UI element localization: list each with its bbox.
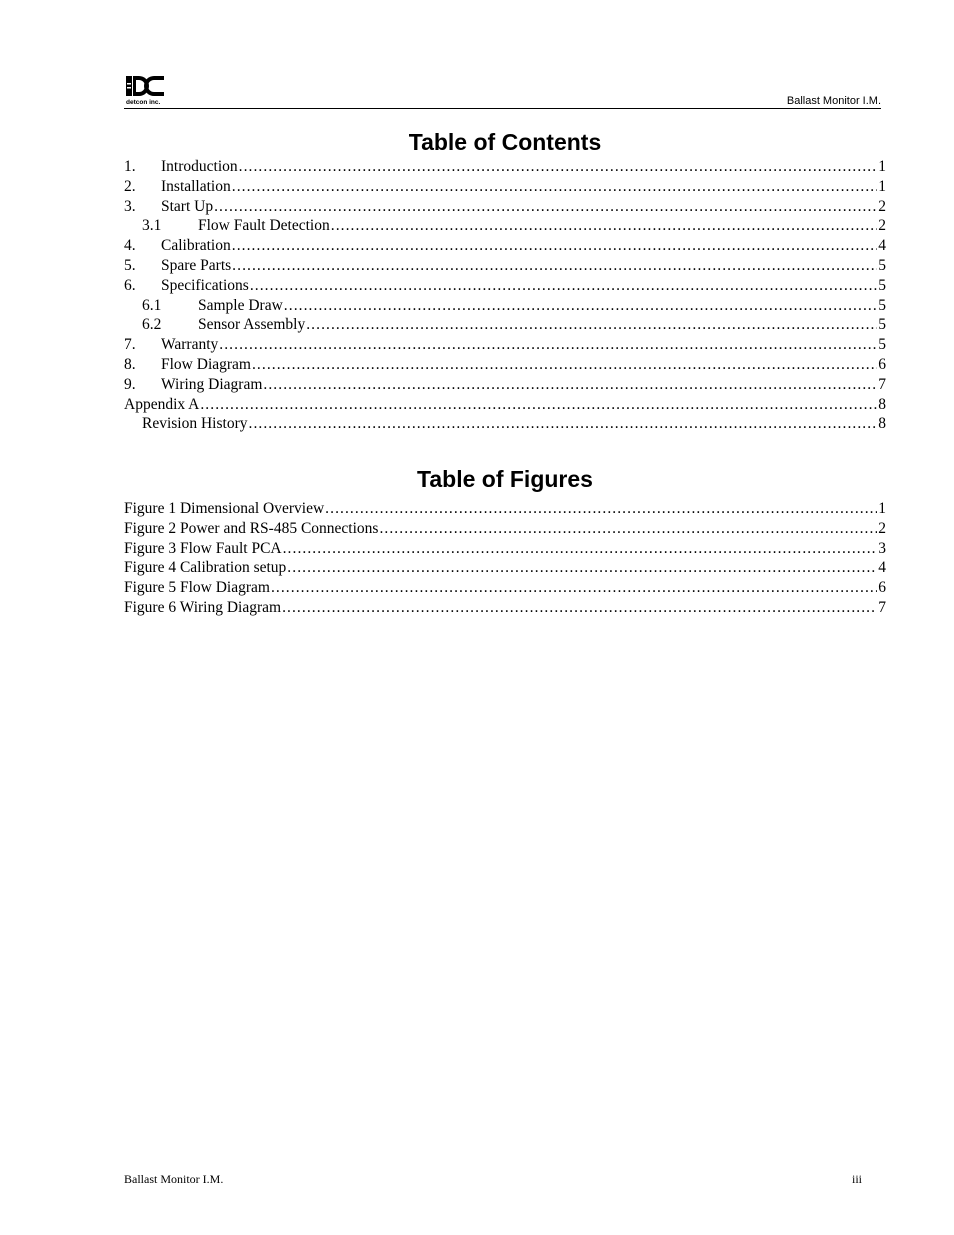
toc-entry-page: 8 xyxy=(878,395,886,413)
dot-leader xyxy=(282,598,877,618)
toc-entry[interactable] xyxy=(124,256,886,276)
toc-entry[interactable] xyxy=(124,157,886,177)
dot-leader xyxy=(250,276,877,296)
tof-title: Table of Figures xyxy=(417,466,593,492)
toc-entry-label: Installation xyxy=(161,177,231,195)
toc-entry-label: Warranty xyxy=(161,336,219,354)
toc-entry-label: Spare Parts xyxy=(161,256,232,274)
dot-leader xyxy=(232,236,878,256)
figure-entry-page: 1 xyxy=(878,500,886,517)
toc-entry-page: 5 xyxy=(878,316,886,334)
dot-leader xyxy=(232,177,878,197)
logo-text: detcon inc. xyxy=(126,99,161,106)
toc-entry-label: Flow Fault Detection xyxy=(198,217,330,235)
toc-entry-label: Flow Diagram xyxy=(161,355,251,373)
figure-entry-label: Figure 3 Flow Fault PCA xyxy=(124,539,282,557)
toc-entry-page: 7 xyxy=(878,375,886,393)
dot-leader xyxy=(263,375,877,395)
toc-entry-number: 6.1 xyxy=(142,296,162,314)
toc-entry-page: 5 xyxy=(878,296,886,314)
toc-entry[interactable] xyxy=(124,375,886,395)
dot-leader xyxy=(200,395,877,415)
toc-entry-page: 5 xyxy=(878,276,886,294)
toc-entry-page: 2 xyxy=(878,197,886,215)
toc-entry-label: Sample Draw xyxy=(198,296,283,314)
toc-entry-number: 5. xyxy=(124,256,136,274)
toc-entry-label: Calibration xyxy=(161,237,231,255)
toc-entry[interactable] xyxy=(124,355,886,375)
toc-entry-number: 4. xyxy=(124,237,136,255)
dot-leader xyxy=(287,558,877,578)
dot-leader xyxy=(331,216,878,236)
figure-entry-label: Figure 6 Wiring Diagram xyxy=(124,598,282,616)
toc-entry[interactable] xyxy=(124,177,886,197)
toc-entry-page: 2 xyxy=(878,217,886,235)
toc-entry[interactable] xyxy=(124,197,886,217)
toc-entry-label: Revision History xyxy=(142,415,248,433)
toc-entry[interactable] xyxy=(124,315,886,335)
toc-entry-page: 8 xyxy=(878,415,886,433)
dot-leader xyxy=(249,414,878,434)
toc-entry-number: 7. xyxy=(124,336,136,354)
figure-entry[interactable] xyxy=(124,598,886,618)
toc-title: Table of Contents xyxy=(408,129,602,155)
toc-entry[interactable] xyxy=(124,276,886,296)
dot-leader xyxy=(325,499,877,519)
toc-entry-number: 1. xyxy=(124,158,136,175)
figure-entry[interactable] xyxy=(124,558,886,578)
page-header xyxy=(124,72,881,109)
dot-leader xyxy=(219,335,877,355)
footer-title: Ballast Monitor I.M. xyxy=(124,1172,224,1186)
figure-entry[interactable] xyxy=(124,539,886,559)
toc-entry[interactable] xyxy=(124,395,886,415)
figure-entry-page: 3 xyxy=(878,539,886,557)
dot-leader xyxy=(232,256,877,276)
toc-entry-label: Introduction xyxy=(161,158,238,175)
toc-entry-label: Wiring Diagram xyxy=(161,375,263,393)
figure-entry-page: 2 xyxy=(878,519,886,537)
footer-page-number: iii xyxy=(852,1172,863,1186)
figure-entry[interactable] xyxy=(124,578,886,598)
header-title: Ballast Monitor I.M. xyxy=(786,95,881,107)
toc-entry[interactable] xyxy=(124,335,886,355)
figure-entry-page: 6 xyxy=(878,579,886,597)
dot-leader xyxy=(271,578,877,598)
figure-entry-label: Figure 1 Dimensional Overview xyxy=(124,500,325,517)
dot-leader xyxy=(239,157,878,177)
toc-entry[interactable] xyxy=(124,414,886,434)
figure-entry-label: Figure 5 Flow Diagram xyxy=(124,579,270,597)
toc-entry-page: 1 xyxy=(878,158,886,175)
detcon-logo-icon xyxy=(124,74,168,106)
toc-entry-label: Sensor Assembly xyxy=(198,316,306,334)
figure-entry[interactable] xyxy=(124,499,886,519)
figure-entry-label: Figure 2 Power and RS-485 Connections xyxy=(124,519,379,537)
figure-entry-label: Figure 4 Calibration setup xyxy=(124,559,287,577)
toc-entry-page: 1 xyxy=(878,177,886,195)
toc-entry-number: 3.1 xyxy=(142,217,162,235)
dot-leader xyxy=(284,296,877,316)
toc-entry-number: 6.2 xyxy=(142,316,162,334)
toc-entry[interactable] xyxy=(124,236,886,256)
dot-leader xyxy=(306,315,877,335)
dot-leader xyxy=(214,197,877,217)
figure-entry-page: 4 xyxy=(878,559,886,577)
toc-list xyxy=(124,157,886,434)
toc-entry-page: 5 xyxy=(878,256,886,274)
toc-entry-page: 6 xyxy=(878,355,886,373)
toc-entry-label: Specifications xyxy=(161,276,249,294)
dot-leader xyxy=(379,519,877,539)
toc-entry-number: 9. xyxy=(124,375,136,393)
toc-entry[interactable] xyxy=(124,296,886,316)
toc-entry-number: 3. xyxy=(124,197,136,215)
toc-entry-page: 5 xyxy=(878,336,886,354)
figure-entry-page: 7 xyxy=(878,598,886,616)
dot-leader xyxy=(252,355,877,375)
figure-entry[interactable] xyxy=(124,519,886,539)
tof-list xyxy=(124,499,886,618)
toc-entry-number: 8. xyxy=(124,355,136,373)
toc-entry[interactable] xyxy=(124,216,886,236)
toc-entry-page: 4 xyxy=(878,237,886,255)
toc-entry-number: 2. xyxy=(124,177,136,195)
toc-entry-label: Appendix A xyxy=(124,395,200,413)
toc-entry-label: Start Up xyxy=(161,197,214,215)
toc-entry-number: 6. xyxy=(124,276,136,294)
dot-leader xyxy=(283,539,878,559)
